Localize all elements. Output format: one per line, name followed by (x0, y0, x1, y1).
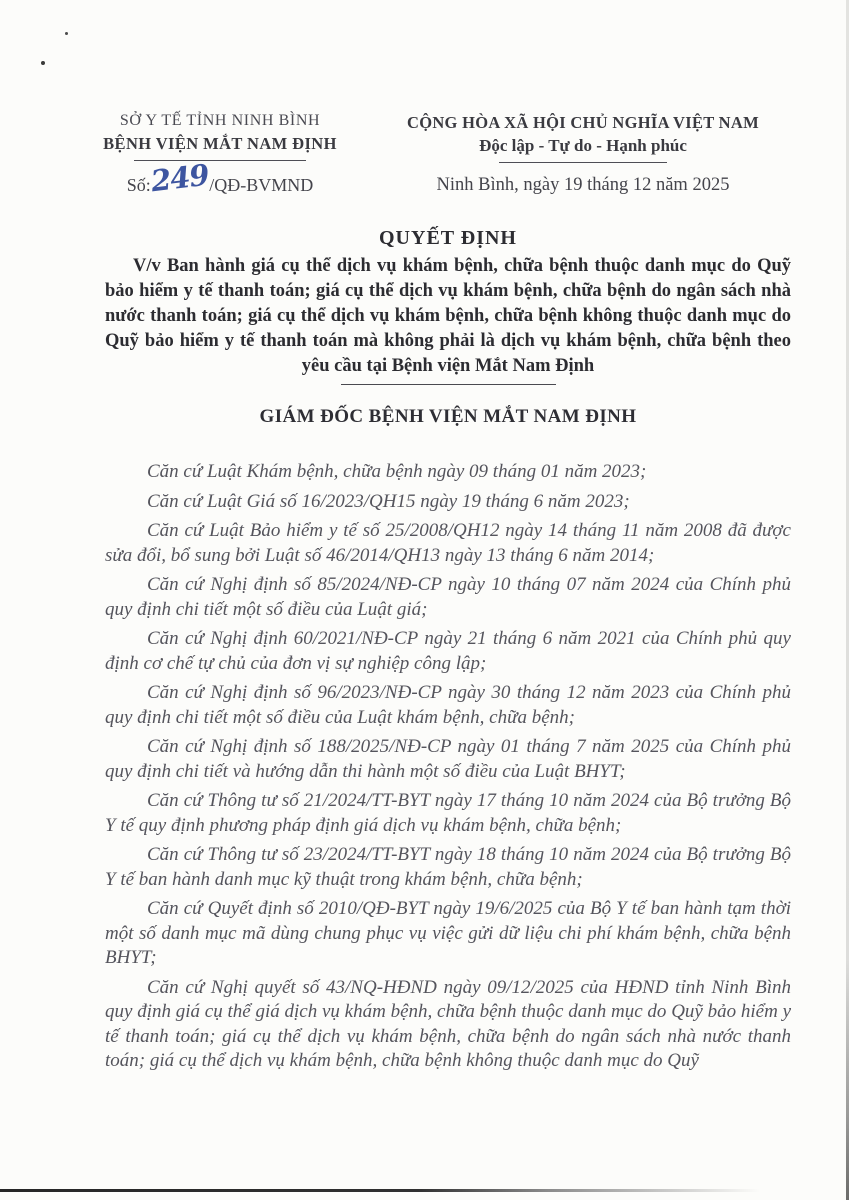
recital-paragraph: Căn cứ Nghị định số 85/2024/NĐ-CP ngày 10 tháng 07 năm 2024 của Chính phủ quy định chi tiết một số điều của Luật giá; (105, 574, 791, 620)
recital-paragraph: Căn cứ Nghị định số 96/2023/NĐ-CP ngày 30 tháng 12 năm 2023 của Chính phủ quy định chi tiết một số điều của Luật khám bệnh, chữa bệnh; (105, 682, 791, 728)
subject-underline (341, 384, 556, 385)
issuer-org-name: BỆNH VIỆN MẮT NAM ĐỊNH (103, 134, 337, 153)
recitals-section (105, 460, 791, 1074)
issuer-parent-org: SỞ Y TẾ TỈNH NINH BÌNH (119, 112, 321, 129)
recital-paragraph: Căn cứ Luật Khám bệnh, chữa bệnh ngày 09 tháng 01 năm 2023; (147, 461, 647, 482)
document-body (105, 0, 791, 1079)
place-date-line: Ninh Bình, ngày 19 tháng 12 năm 2025 (436, 175, 730, 195)
document-title: QUYẾT ĐỊNH (379, 227, 517, 249)
document-number-suffix: /QĐ-BVMND (209, 175, 314, 195)
document-number-handwritten: 249 (148, 157, 211, 199)
document-subject: V/v Ban hành giá cụ thể dịch vụ khám bệnh, chữa bệnh thuộc danh mục do Quỹ bảo hiểm y tế thanh toán; giá cụ thể dịch vụ khám bệnh, chữa bệnh do ngân sách nhà nước thanh toán; giá cụ thể dịch vụ khám bệnh, chữa bệnh không thuộc danh mục do Quỹ bảo hiểm y tế thanh toán mà không phải là dịch vụ khám bệnh, chữa bệnh theo yêu cầu tại Bệnh viện Mắt Nam Định (105, 256, 791, 376)
authority-heading: GIÁM ĐỐC BỆNH VIỆN MẮT NAM ĐỊNH (259, 406, 637, 427)
recital-paragraph: Căn cứ Nghị định số 188/2025/NĐ-CP ngày 01 tháng 7 năm 2025 của Chính phủ quy định chi tiết và hướng dẫn thi hành một số điều của Luật BHYT; (105, 736, 791, 782)
recital-paragraph: Căn cứ Luật Bảo hiểm y tế số 25/2008/QH12 ngày 14 tháng 11 năm 2008 đã được sửa đổi, bổ sung bởi Luật số 46/2014/QH13 ngày 13 tháng 6 năm 2014; (105, 520, 791, 566)
scan-bottom-edge (0, 1189, 760, 1192)
recital-paragraph: Căn cứ Nghị định 60/2021/NĐ-CP ngày 21 tháng 6 năm 2021 của Chính phủ quy định cơ chế tự chủ của đơn vị sự nghiệp công lập; (105, 628, 791, 674)
scan-speck (65, 32, 68, 35)
scan-speck (41, 61, 45, 65)
recital-paragraph: Căn cứ Thông tư số 21/2024/TT-BYT ngày 17 tháng 10 năm 2024 của Bộ trưởng Bộ Y tế quy định phương pháp định giá dịch vụ khám bệnh, chữa bệnh; (105, 790, 791, 836)
recital-paragraph: Căn cứ Luật Giá số 16/2023/QH15 ngày 19 tháng 6 năm 2023; (147, 490, 630, 512)
recital-paragraph: Căn cứ Thông tư số 23/2024/TT-BYT ngày 18 tháng 10 năm 2024 của Bộ trưởng Bộ Y tế ban hành danh mục kỹ thuật trong khám bệnh, chữa bệnh; (105, 844, 791, 890)
national-country-line: CỘNG HÒA XÃ HỘI CHỦ NGHĨA VIỆT NAM (406, 113, 759, 132)
document-number-prefix: Số: (126, 175, 151, 195)
recital-paragraph: Căn cứ Nghị quyết số 43/NQ-HĐND ngày 09/12/2025 của HĐND tỉnh Ninh Bình quy định giá cụ thể giá dịch vụ khám bệnh, chữa bệnh thuộc danh mục do Quỹ bảo hiểm y tế thanh toán; giá cụ thể dịch vụ khám bệnh, chữa bệnh do ngân sách nhà nước thanh toán; giá cụ thể dịch vụ khám bệnh, chữa bệnh không thuộc danh mục do Quỹ (105, 976, 791, 1071)
recital-paragraph: Căn cứ Quyết định số 2010/QĐ-BYT ngày 19/6/2025 của Bộ Y tế ban hành tạm thời một số danh mục mã dùng chung phục vụ việc gửi dữ liệu chi phí khám bệnh, chữa bệnh BHYT; (105, 898, 791, 968)
national-motto-line: Độc lập - Tự do - Hạnh phúc (479, 136, 687, 155)
